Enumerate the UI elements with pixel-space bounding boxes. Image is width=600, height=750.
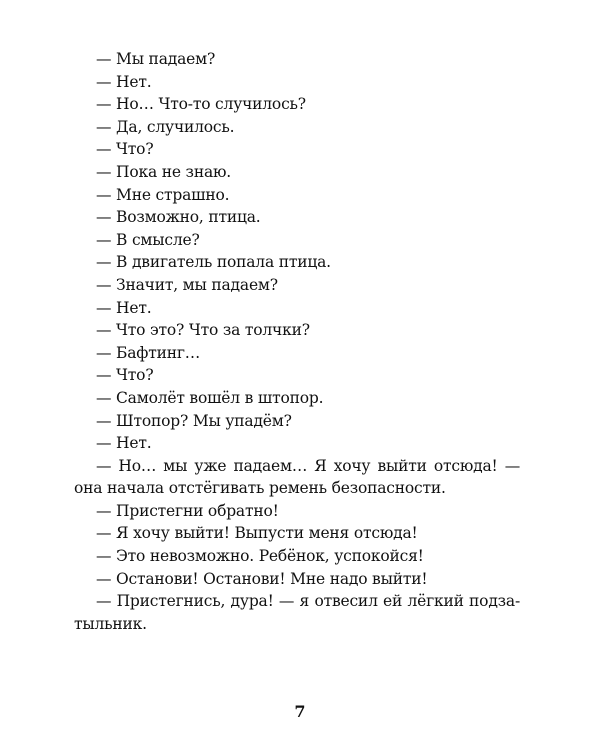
text-line: — Пока не знаю. [96, 162, 232, 181]
text-line: — Возможно, птица. [96, 208, 261, 227]
text-line: — Что? [96, 366, 154, 385]
dialogue-text-block [74, 48, 520, 635]
text-line: — Останови! Останови! Мне надо выйти! [96, 569, 428, 588]
text-line: — Мы падаем? [96, 50, 216, 68]
text-line: — Это невозможно. Ребёнок, успокойся! [96, 547, 424, 566]
text-line: — Я хочу выйти! Выпусти меня отсюда! [96, 524, 418, 543]
text-line: — В смысле? [96, 230, 200, 249]
page-number: 7 [294, 702, 306, 721]
text-line: — Бафтинг… [96, 343, 201, 362]
text-line: — Что? [96, 140, 154, 159]
text-line: — Мне страшно. [96, 185, 230, 204]
text-line: — Пристегнись, дура! — я отвесил ей лёгкий подза- [96, 592, 520, 611]
text-line: — Нет. [96, 298, 152, 317]
text-line: — Но… мы уже падаем… Я хочу выйти отсюда! — [96, 456, 520, 475]
text-line: — Но… Что-то случилось? [96, 95, 306, 114]
text-line: — Да, случилось. [96, 117, 235, 136]
text-line: она начала отстёгивать ремень безопасности. [74, 479, 446, 498]
text-line: тыльник. [74, 614, 147, 633]
text-line: — Значит, мы падаем? [96, 275, 278, 294]
text-line: — Самолёт вошёл в штопор. [96, 388, 324, 407]
text-line: — Нет. [96, 72, 152, 91]
text-line: — В двигатель попала птица. [96, 253, 331, 272]
text-line: — Штопор? Мы упадём? [96, 411, 292, 430]
text-line: — Что это? Что за толчки? [96, 321, 310, 340]
text-line: — Нет. [96, 434, 152, 453]
text-line: — Пристегни обратно! [96, 501, 279, 520]
